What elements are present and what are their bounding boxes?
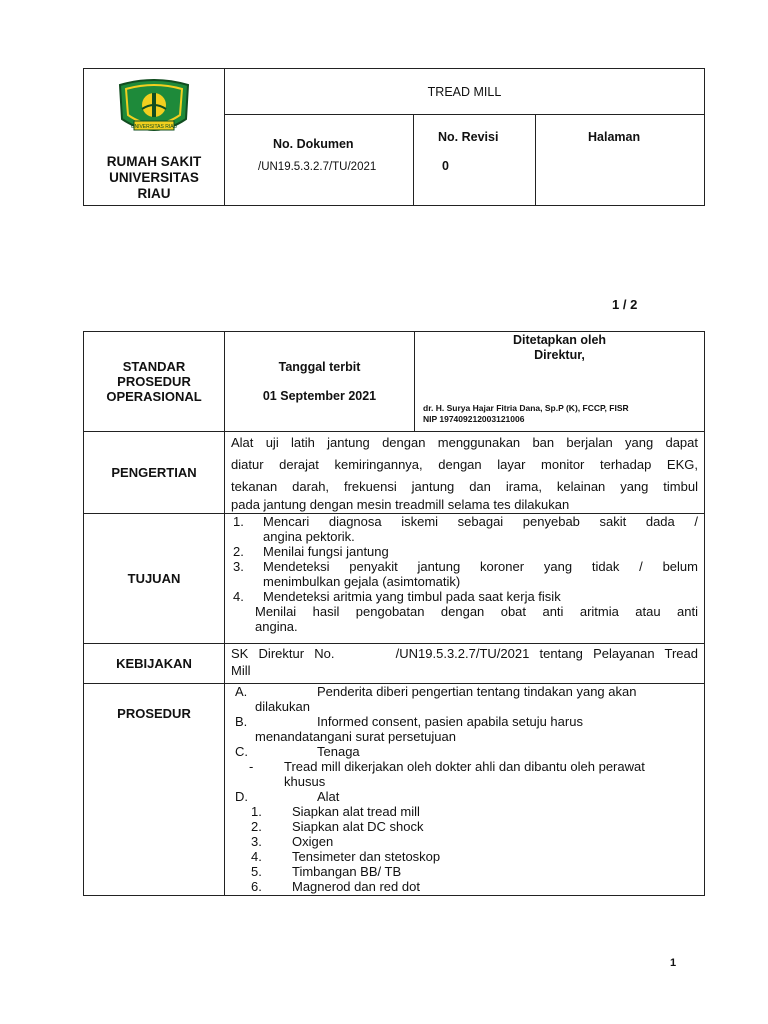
alat-item: 4. Tensimeter dan stetoskop <box>251 849 441 864</box>
list-item-continuation: angina pektorik. <box>263 529 355 544</box>
revision-label: No. Revisi <box>438 130 499 144</box>
page-indicator: 1 / 2 <box>612 297 638 312</box>
signer-nip: NIP 197409212003121006 <box>423 414 525 424</box>
alat-item: 1. Siapkan alat tread mill <box>251 804 420 819</box>
hospital-logo-cell <box>84 69 225 206</box>
pengertian-line: tekanan darah, frekuensi jantung dan irama, kelainan yang timbul <box>231 479 698 494</box>
list-item: 4. Mendeteksi aritmia yang timbul pada saat kerja fisik <box>233 589 561 604</box>
issue-date-value: 01 September 2021 <box>262 389 377 403</box>
kebijakan-label: KEBIJAKAN <box>84 644 225 684</box>
signer-name: dr. H. Surya Hajar Fitria Dana, Sp.P (K), FCCP, FISR <box>423 403 629 413</box>
tenaga-detail: - Tread mill dikerjakan oleh dokter ahli dan dibantu oleh perawat <box>249 759 645 774</box>
hospital-name <box>84 154 224 202</box>
page-label: Halaman <box>588 130 641 144</box>
document-number-value: /UN19.5.3.2.7/TU/2021 <box>258 161 377 173</box>
list-item-continuation: menimbulkan gejala (asimtomatik) <box>263 574 461 589</box>
alat-item: 3. Oxigen <box>251 834 334 849</box>
document-number-cell <box>225 115 414 206</box>
tujuan-extra-line: angina. <box>255 619 298 634</box>
revision-cell <box>414 115 536 206</box>
hospital-name-line: RUMAH SAKIT <box>106 154 202 169</box>
tujuan-content <box>225 514 705 644</box>
list-item: 2. Menilai fungsi jantung <box>233 544 389 559</box>
logo-caption: UNIVERSITAS RIAU <box>130 124 178 130</box>
procedure-section-continuation: menandatangani surat persetujuan <box>255 729 456 744</box>
footer-page-number: 1 <box>670 957 677 969</box>
sop-label-line: OPERASIONAL <box>106 389 202 404</box>
document-header-table <box>83 68 705 206</box>
tenaga-detail-continuation: khusus <box>284 774 326 789</box>
document-title: TREAD MILL <box>225 69 705 115</box>
pengertian-line: Alat uji latih jantung dengan menggunakan ban berjalan yang dapat <box>231 435 698 450</box>
approval-cell <box>415 332 705 432</box>
tujuan-extra-line: Menilai hasil pengobatan dengan obat anti aritmia atau anti <box>255 604 698 619</box>
alat-item: 5. Timbangan BB/ TB <box>251 864 402 879</box>
procedure-section: C. Tenaga <box>235 744 360 759</box>
director-label: Direktur, <box>534 348 585 362</box>
hospital-name-line: RIAU <box>137 186 171 201</box>
sop-label-line: PROSEDUR <box>117 374 191 389</box>
kebijakan-content <box>225 644 705 684</box>
pengertian-line: diatur derajat kemiringannya, dengan layar monitor terhadap EKG, <box>231 457 698 472</box>
kebijakan-line: SK Direktur No. /UN19.5.3.2.7/TU/2021 tentang Pelayanan Tread <box>231 646 698 661</box>
list-item: 1. Mencari diagnosa iskemi sebagai penyebab sakit dada / <box>233 514 698 529</box>
procedure-section: B. Informed consent, pasien apabila setuju harus <box>235 714 583 729</box>
pengertian-content <box>225 432 705 514</box>
alat-item: 6. Magnerod dan red dot <box>251 879 420 894</box>
procedure-section-continuation: dilakukan <box>255 699 310 714</box>
sop-label-cell <box>84 332 225 432</box>
procedure-section: D. Alat <box>235 789 340 804</box>
alat-item: 2. Siapkan alat DC shock <box>251 819 424 834</box>
document-number-label: No. Dokumen <box>273 137 354 151</box>
hospital-name-line: UNIVERSITAS <box>109 170 199 185</box>
prosedur-label: PROSEDUR <box>84 684 225 896</box>
list-item: 3. Mendeteksi penyakit jantung koroner yang tidak / belum <box>233 559 698 574</box>
university-logo-icon <box>116 79 192 141</box>
issue-date-label: Tanggal terbit <box>278 360 361 374</box>
issue-date-cell <box>225 332 415 432</box>
revision-value: 0 <box>442 159 449 173</box>
pengertian-label: PENGERTIAN <box>84 432 225 514</box>
sop-table <box>83 331 705 896</box>
approved-by-label: Ditetapkan oleh <box>512 333 607 347</box>
tujuan-label: TUJUAN <box>84 514 225 644</box>
sop-label-line: STANDAR <box>122 359 186 374</box>
procedure-section: A. Penderita diberi pengertian tentang tindakan yang akan <box>235 684 637 699</box>
pengertian-line: pada jantung dengan mesin treadmill selama tes dilakukan <box>231 497 570 512</box>
kebijakan-line: Mill <box>231 663 251 678</box>
prosedur-content <box>225 684 705 896</box>
page-cell <box>536 115 705 206</box>
